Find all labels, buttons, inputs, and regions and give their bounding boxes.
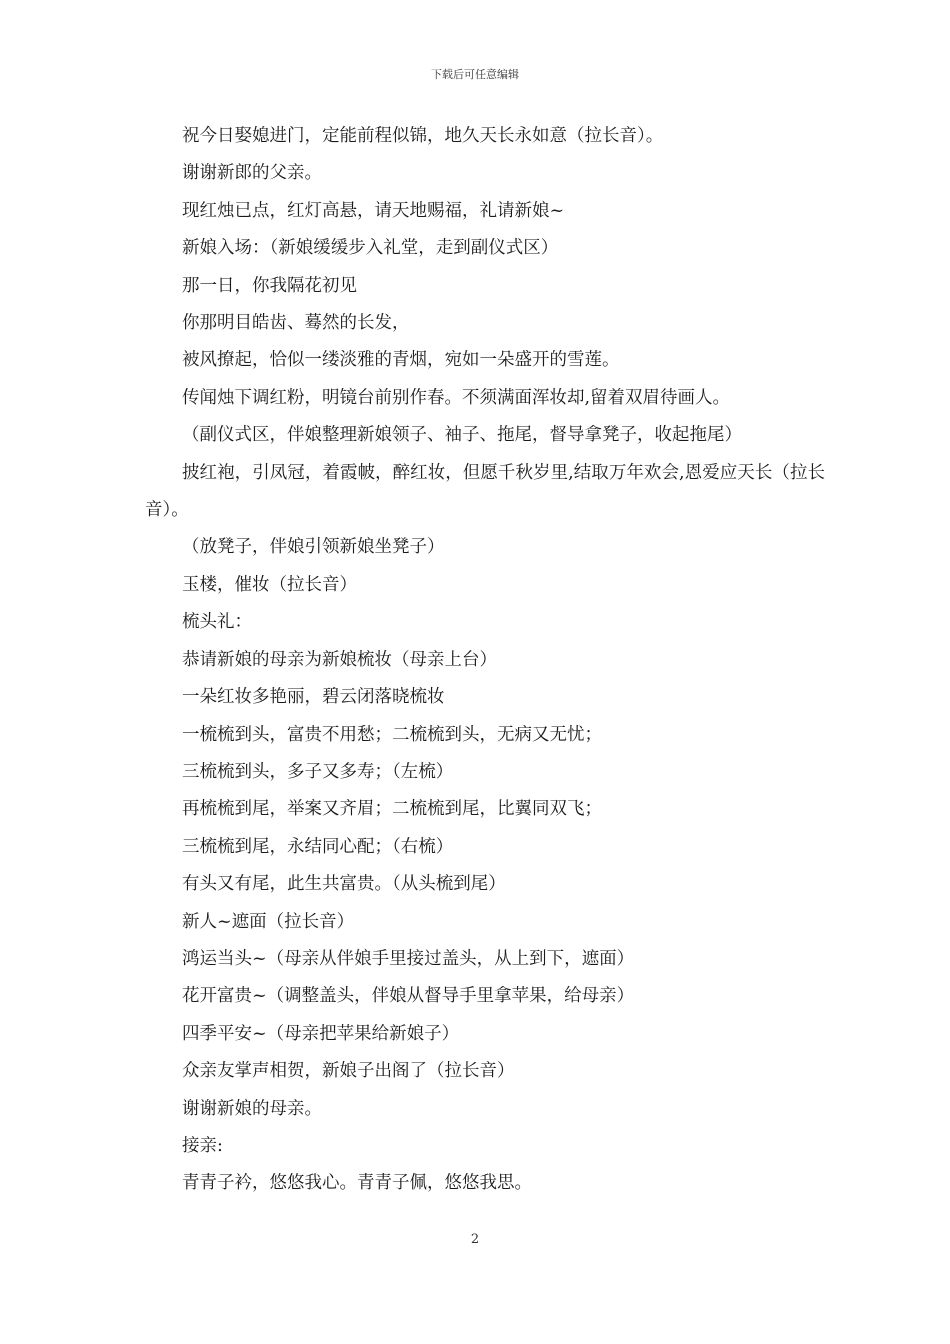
paragraph: 花开富贵~（调整盖头，伴娘从督导手里拿苹果，给母亲） — [182, 986, 635, 1007]
paragraph: 传闻烛下调红粉，明镜台前别作春。不须满面浑妆却,留着双眉待画人。 — [182, 387, 731, 408]
paragraph: 新娘入场：（新娘缓缓步入礼堂，走到副仪式区） — [182, 238, 559, 259]
page-header: 下载后可任意编辑 — [431, 68, 519, 81]
paragraph: 那一日，你我隔花初见 — [182, 275, 357, 296]
paragraph: 一梳梳到头，富贵不用愁；二梳梳到头，无病又无忧； — [182, 724, 602, 745]
paragraph: 一朵红妆多艳丽，碧云闭落晓梳妆 — [182, 687, 445, 708]
paragraph: 三梳梳到尾，永结同心配；（右梳） — [182, 836, 454, 857]
paragraph: 接亲: — [182, 1135, 223, 1156]
paragraph: 新人~遮面（拉长音） — [182, 911, 355, 932]
paragraph: 披红袍，引凤冠，着霞帔，醉红妆，但愿千秋岁里,结取万年欢会,恩爱应天长（拉长音）。 — [145, 462, 825, 521]
paragraph: 众亲友掌声相贺，新娘子出阁了（拉长音） — [182, 1061, 515, 1082]
paragraph: 谢谢新娘的母亲。 — [182, 1098, 322, 1119]
paragraph: （副仪式区，伴娘整理新娘领子、袖子、拖尾，督导拿凳子，收起拖尾） — [182, 425, 742, 446]
paragraph: 你那明目皓齿、蓦然的长发， — [182, 313, 410, 334]
paragraph: 鸿运当头~（母亲从伴娘手里接过盖头，从上到下，遮面） — [182, 948, 635, 969]
paragraph: 被风撩起，恰似一缕淡雅的青烟，宛如一朵盛开的雪莲。 — [182, 350, 620, 371]
document-body — [145, 118, 825, 1203]
paragraph: 三梳梳到头，多子又多寿；（左梳） — [182, 761, 454, 782]
page-number: 2 — [470, 1232, 480, 1247]
paragraph: 恭请新娘的母亲为新娘梳妆（母亲上台） — [182, 649, 497, 670]
paragraph: 现红烛已点，红灯高悬，请天地赐福，礼请新娘~ — [182, 200, 565, 221]
paragraph: 四季平安~（母亲把苹果给新娘子） — [182, 1023, 460, 1044]
paragraph: 有头又有尾，此生共富贵。（从头梳到尾） — [182, 874, 506, 895]
paragraph: （放凳子，伴娘引领新娘坐凳子） — [182, 537, 445, 558]
paragraph: 祝今日娶媳进门，定能前程似锦，地久天长永如意（拉长音）。 — [182, 126, 664, 146]
paragraph: 再梳梳到尾，举案又齐眉；二梳梳到尾，比翼同双飞； — [182, 799, 602, 820]
paragraph: 玉楼，催妆（拉长音） — [182, 574, 357, 595]
paragraph: 谢谢新郎的父亲。 — [182, 163, 322, 184]
paragraph: 梳头礼： — [182, 612, 252, 633]
paragraph: 青青子衿，悠悠我心。青青子佩，悠悠我思。 — [182, 1173, 532, 1194]
